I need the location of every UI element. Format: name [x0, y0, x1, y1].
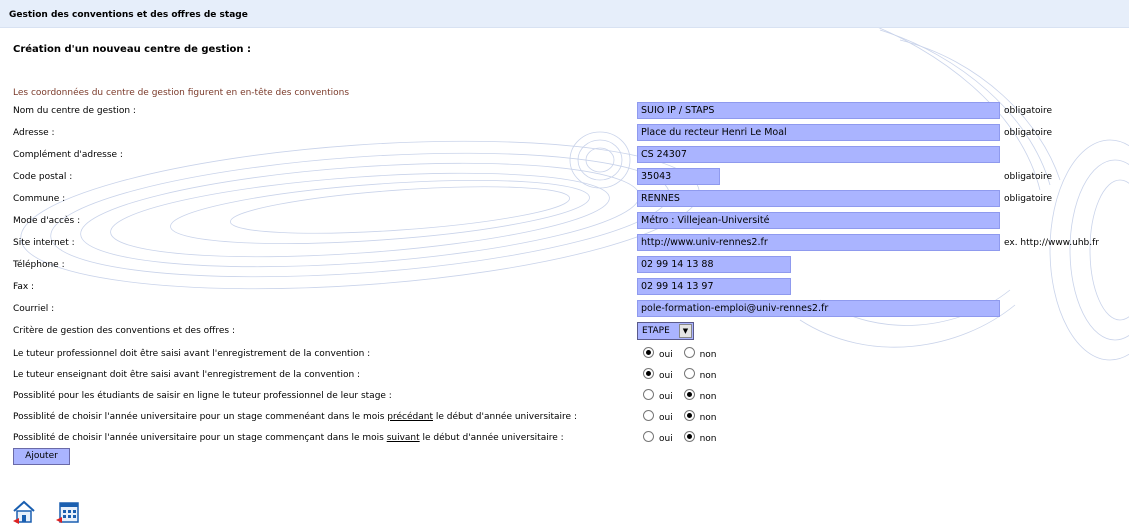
section-note: Les coordonnées du centre de gestion figurent en en-tête des conventions: [13, 88, 350, 98]
chevron-down-icon[interactable]: ▼: [679, 324, 692, 338]
field-hint: ex. http://www.uhb.fr: [1004, 238, 1099, 248]
calendar-back-icon[interactable]: [55, 499, 81, 525]
radio-oui[interactable]: [643, 347, 654, 358]
radio-question-label: Le tuteur professionnel doit être saisi avant l'enregistrement de la convention :: [13, 349, 371, 359]
field-row-code-postal: [0, 167, 1129, 187]
label-underlined: suivant: [386, 433, 420, 443]
radio-oui-label: oui: [659, 349, 673, 360]
page-title: Création d'un nouveau centre de gestion :: [13, 44, 251, 55]
radio-non-label: non: [699, 433, 717, 444]
field-row-commune: [0, 189, 1129, 209]
radio-non-label: non: [699, 370, 717, 381]
field-hint: obligatoire: [1004, 106, 1053, 116]
field-row-nom: [0, 101, 1129, 121]
courriel-input[interactable]: pole-formation-emploi@univ-rennes2.fr: [637, 300, 1000, 317]
label-part: le début d'année universitaire :: [432, 412, 577, 422]
radio-non-label: non: [699, 349, 717, 360]
ajouter-button[interactable]: Ajouter: [13, 448, 70, 465]
critere-label: Critère de gestion des conventions et des offres :: [13, 326, 235, 336]
label-part: Possiblité de choisir l'année universitaire pour un stage commenéant dans le mois: [13, 412, 388, 422]
radio-non-label: non: [699, 412, 717, 423]
field-row-adresse: [0, 123, 1129, 143]
commune-input[interactable]: RENNES: [637, 190, 1000, 207]
field-row-courriel: [0, 299, 1129, 319]
field-row-fax: [0, 277, 1129, 297]
radio-question-label: Le tuteur enseignant doit être saisi avant l'enregistrement de la convention :: [13, 370, 361, 380]
radio-non[interactable]: [684, 347, 695, 358]
radio-row-tuteur-ens: [0, 365, 1129, 385]
complement-adresse-input[interactable]: CS 24307: [637, 146, 1000, 163]
field-label: Site internet :: [13, 238, 75, 248]
home-back-icon[interactable]: [11, 499, 37, 525]
field-label: Fax :: [13, 282, 35, 292]
radio-row-saisie-etudiants: [0, 386, 1129, 406]
field-hint: obligatoire: [1004, 128, 1053, 138]
critere-select[interactable]: [637, 322, 694, 340]
field-label: Courriel :: [13, 304, 55, 314]
field-row-telephone: [0, 255, 1129, 275]
radio-row-tuteur-pro: [0, 344, 1129, 364]
field-hint: obligatoire: [1004, 172, 1053, 182]
radio-non[interactable]: [684, 410, 695, 421]
radio-oui[interactable]: [643, 368, 654, 379]
field-label: Adresse :: [13, 128, 55, 138]
telephone-input[interactable]: 02 99 14 13 88: [637, 256, 791, 273]
header-title: Gestion des conventions et des offres de stage: [9, 10, 248, 20]
label-underlined: précédant: [387, 412, 433, 422]
radio-non[interactable]: [684, 431, 695, 442]
radio-oui-label: oui: [659, 370, 673, 381]
field-label: Complément d'adresse :: [13, 150, 123, 160]
radio-oui-label: oui: [659, 433, 673, 444]
adresse-input[interactable]: Place du recteur Henri Le Moal: [637, 124, 1000, 141]
field-label: Code postal :: [13, 172, 73, 182]
radio-non-label: non: [699, 391, 717, 402]
radio-oui[interactable]: [643, 389, 654, 400]
radio-non[interactable]: [684, 389, 695, 400]
radio-oui[interactable]: [643, 410, 654, 421]
field-row-site: [0, 233, 1129, 253]
radio-oui-label: oui: [659, 391, 673, 402]
field-row-complement: [0, 145, 1129, 165]
label-part: le début d'année universitaire :: [419, 433, 564, 443]
radio-row-mois-precedant: [0, 407, 1129, 427]
code-postal-input[interactable]: 35043: [637, 168, 720, 185]
radio-oui[interactable]: [643, 431, 654, 442]
header-bar: [0, 0, 1129, 28]
radio-oui-label: oui: [659, 412, 673, 423]
critere-row: [0, 321, 1129, 341]
fax-input[interactable]: 02 99 14 13 97: [637, 278, 791, 295]
field-label: Téléphone :: [13, 260, 65, 270]
field-label: Mode d'accès :: [13, 216, 81, 226]
radio-question-label: [13, 433, 564, 443]
site-internet-input[interactable]: http://www.univ-rennes2.fr: [637, 234, 1000, 251]
nom-centre-input[interactable]: SUIO IP / STAPS: [637, 102, 1000, 119]
field-row-mode-acces: [0, 211, 1129, 231]
label-part: Possiblité de choisir l'année universitaire pour un stage commençant dans le mois: [13, 433, 387, 443]
field-hint: obligatoire: [1004, 194, 1053, 204]
mode-acces-input[interactable]: Métro : Villejean-Université: [637, 212, 1000, 229]
radio-question-label: [13, 412, 577, 422]
field-label: Commune :: [13, 194, 66, 204]
radio-row-mois-suivant: [0, 428, 1129, 448]
field-label: Nom du centre de gestion :: [13, 106, 136, 116]
critere-selected-value: ETAPE: [642, 326, 670, 336]
radio-non[interactable]: [684, 368, 695, 379]
radio-question-label: Possiblité pour les étudiants de saisir en ligne le tuteur professionnel de leur stage :: [13, 391, 392, 401]
